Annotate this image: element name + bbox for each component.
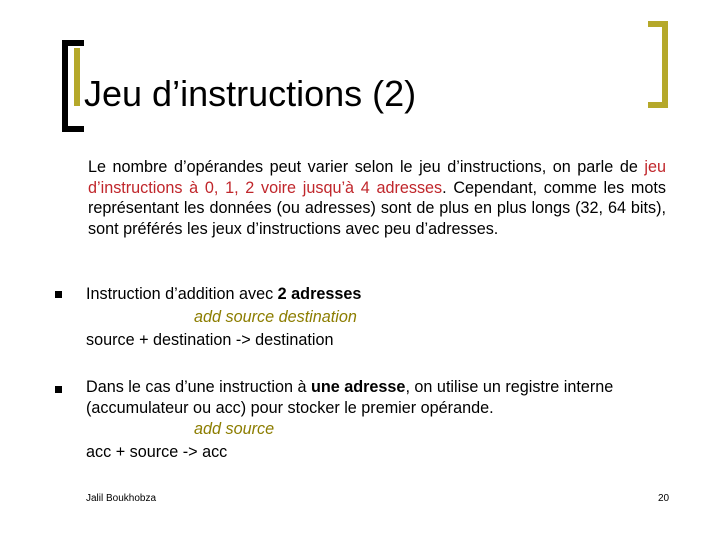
intro-paragraph bbox=[88, 157, 666, 239]
bullet-item-1 bbox=[86, 283, 666, 352]
bullet-2-bold: une adresse bbox=[310, 378, 406, 396]
left-bracket-decoration bbox=[62, 40, 84, 132]
bullet-2-text bbox=[86, 377, 676, 418]
left-olive-bar-decoration bbox=[74, 48, 80, 106]
bullet-square-icon bbox=[55, 386, 62, 393]
bullet-square-icon bbox=[55, 291, 62, 298]
bullet-2-post: , on utilise un registre interne (accumulateur ou acc) pour stocker le premier opérande. bbox=[86, 378, 614, 417]
page-number: 20 bbox=[658, 493, 670, 504]
bullet-1-pre: Instruction d’addition avec bbox=[86, 285, 278, 303]
bullet-2-formula: acc + source -> acc bbox=[86, 443, 228, 461]
bullet-1-code: add source destination bbox=[194, 308, 357, 326]
bullet-1-text bbox=[86, 283, 666, 306]
right-bracket-decoration bbox=[648, 21, 668, 108]
slide-title: Jeu d’instructions (2) bbox=[84, 73, 417, 114]
intro-highlight: jeu d’instructions à 0, 1, 2 voire jusqu’à 4 adresses bbox=[88, 158, 666, 197]
bullet-1-bold: 2 adresses bbox=[277, 285, 362, 303]
bullet-2-pre: Dans le cas d’une instruction à bbox=[86, 378, 311, 396]
intro-text-part1: Le nombre d’opérandes peut varier selon le jeu d’instructions, on parle de bbox=[88, 158, 638, 176]
bullet-item-2 bbox=[86, 377, 676, 464]
bullet-1-formula: source + destination -> destination bbox=[86, 331, 334, 349]
intro-text-part2: . Cependant, comme les mots représentant les données (ou adresses) sont de plus en plus longs (32, 64 bits), sont préférés les jeux d’instructions avec peu d’adresses. bbox=[88, 178, 666, 238]
bullet-2-code: add source bbox=[194, 420, 275, 438]
footer-author: Jalil Boukhobza bbox=[86, 493, 157, 504]
